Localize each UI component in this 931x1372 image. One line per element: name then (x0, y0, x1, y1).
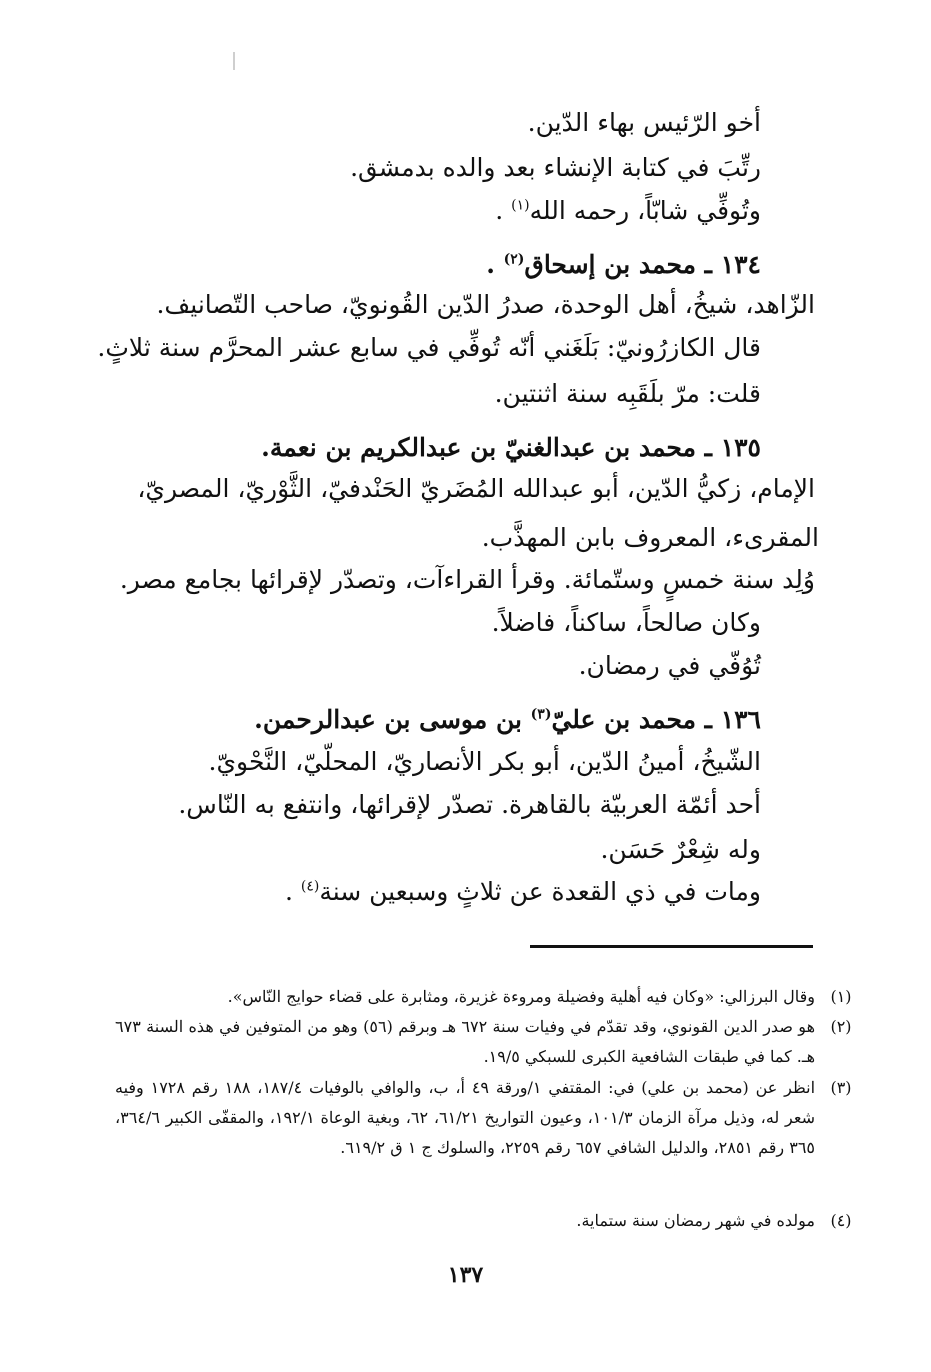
text-line (495, 191, 761, 231)
footnote-number: (٢) (830, 1017, 852, 1036)
text-line: تُوُفّي في رمضان. (578, 651, 761, 680)
text-line: المقرىء، المعروف بابن المهذَّب. (481, 523, 819, 552)
margin-mark (233, 52, 235, 70)
text-line: وله شِعْرٌ حَسَن. (600, 835, 761, 864)
entry-title: ١٣٦ ـ محمد بن عليّ (551, 705, 761, 734)
entry-heading-136 (254, 700, 761, 740)
footnote-2 (115, 1012, 852, 1072)
footnote-1 (115, 982, 852, 1012)
text-span: . (495, 196, 504, 225)
footnote-ref[interactable]: (٤) (300, 878, 320, 895)
text-line: قلت: مرّ بلَقَبِه سنة اثنتين. (494, 379, 761, 408)
footnote-number: (٣) (830, 1078, 852, 1097)
footnote-ref[interactable]: (٣) (530, 706, 552, 723)
text-line (285, 872, 761, 912)
entry-heading-135: ١٣٥ ـ محمد بن عبدالغنيّ بن عبدالكريم بن نعمة. (261, 433, 761, 462)
footnote-text: هو صدر الدين القونوي، وقد تقدّم في وفيات سنة ٦٧٢ هـ وبرقم (٥٦) وهو من المتوفين في هذه السنة ٦٧٣ هـ. كما في طبقات الشافعية الكبرى للسبكي ١٩/٥. (115, 1017, 816, 1066)
entry-heading-134 (486, 245, 761, 285)
page-number: ١٣٧ (447, 1262, 484, 1288)
footnote-number: (١) (830, 987, 852, 1006)
footnote-separator (530, 945, 813, 948)
text-line: الزّاهد، شيخُ، أهل الوحدة، صدرُ الدّين القُونويّ، صاحب التّصانيف. (156, 290, 815, 319)
text-line: أحد أئمّة العربيّة بالقاهرة. تصدّر لإقرائها، وانتفع به النّاس. (178, 790, 761, 819)
text-line: رتِّبَ في كتابة الإنشاء بعد والده بدمشق. (350, 153, 761, 182)
entry-title: ١٣٤ ـ محمد بن إسحاق (524, 250, 761, 279)
text-span: وتُوفِّي شابّاً، رحمه الله (529, 196, 761, 225)
footnote-4 (115, 1206, 852, 1236)
footnote-text: وقال البرزالي: «وكان فيه أهلية وفضيلة ومروءة غزيرة، ومثابرة على قضاء حوايج النّاس». (227, 987, 815, 1006)
entry-title-end: . (486, 250, 495, 279)
text-line: الشّيخُ، أمينُ الدّين، أبو بكر الأنصاريّ، المحلّيّ، النَّحْويّ. (208, 747, 761, 776)
footnote-text: انظر عن (محمد بن علي) في: المقتفي ١/ورقة ٤٩ أ، ب، والوافي بالوفيات ١٨٧/٤، ١٨٨ رقم ١٧٢٨ وفيه شعر له، وذيل مرآة الزمان ١٠١/٣، وعيون التواريخ ٦١/٢١، ٦٢، وبغية الوعاة ١٩٢/١، والمقفّى الكبير ٣٦٤/٦، ٣٦٥ رقم ٢٨٥١، والدليل الشافي ٦٥٧ رقم ٢٢٥٩، والسلوك ج ١ ق ٦١٩/٢. (115, 1078, 816, 1157)
text-line: وكان صالحاً، ساكناً، فاضلاً. (491, 608, 761, 637)
text-line: الإمام، زكيُّ الدّين، أبو عبدالله المُضَريّ الحَنْدفيّ، الثَّوْريّ، المصريّ، (137, 474, 815, 503)
footnote-ref[interactable]: (٢) (503, 251, 525, 268)
footnote-ref[interactable]: (١) (511, 197, 530, 214)
footnote-number: (٤) (830, 1211, 852, 1230)
entry-title-end: بن موسى بن عبدالرحمن. (254, 705, 522, 734)
text-line: قال الكازرُونيّ: بَلَغَني أنّه تُوفِّي في سابع عشر المحرَّم سنة ثلاثٍ. (97, 333, 761, 362)
text-line: أخو الرّئيس بهاء الدّين. (527, 108, 761, 137)
footnote-3 (115, 1073, 852, 1163)
text-span: ومات في ذي القعدة عن ثلاثٍ وسبعين سنة (319, 877, 761, 906)
text-line: وُلِد سنة خمسٍ وستّمائة. وقرأ القراءآت، وتصدّر لإقرائها بجامع مصر. (119, 565, 815, 594)
text-span: . (284, 877, 293, 906)
footnote-text: مولده في شهر رمضان سنة ستماية. (576, 1211, 815, 1230)
